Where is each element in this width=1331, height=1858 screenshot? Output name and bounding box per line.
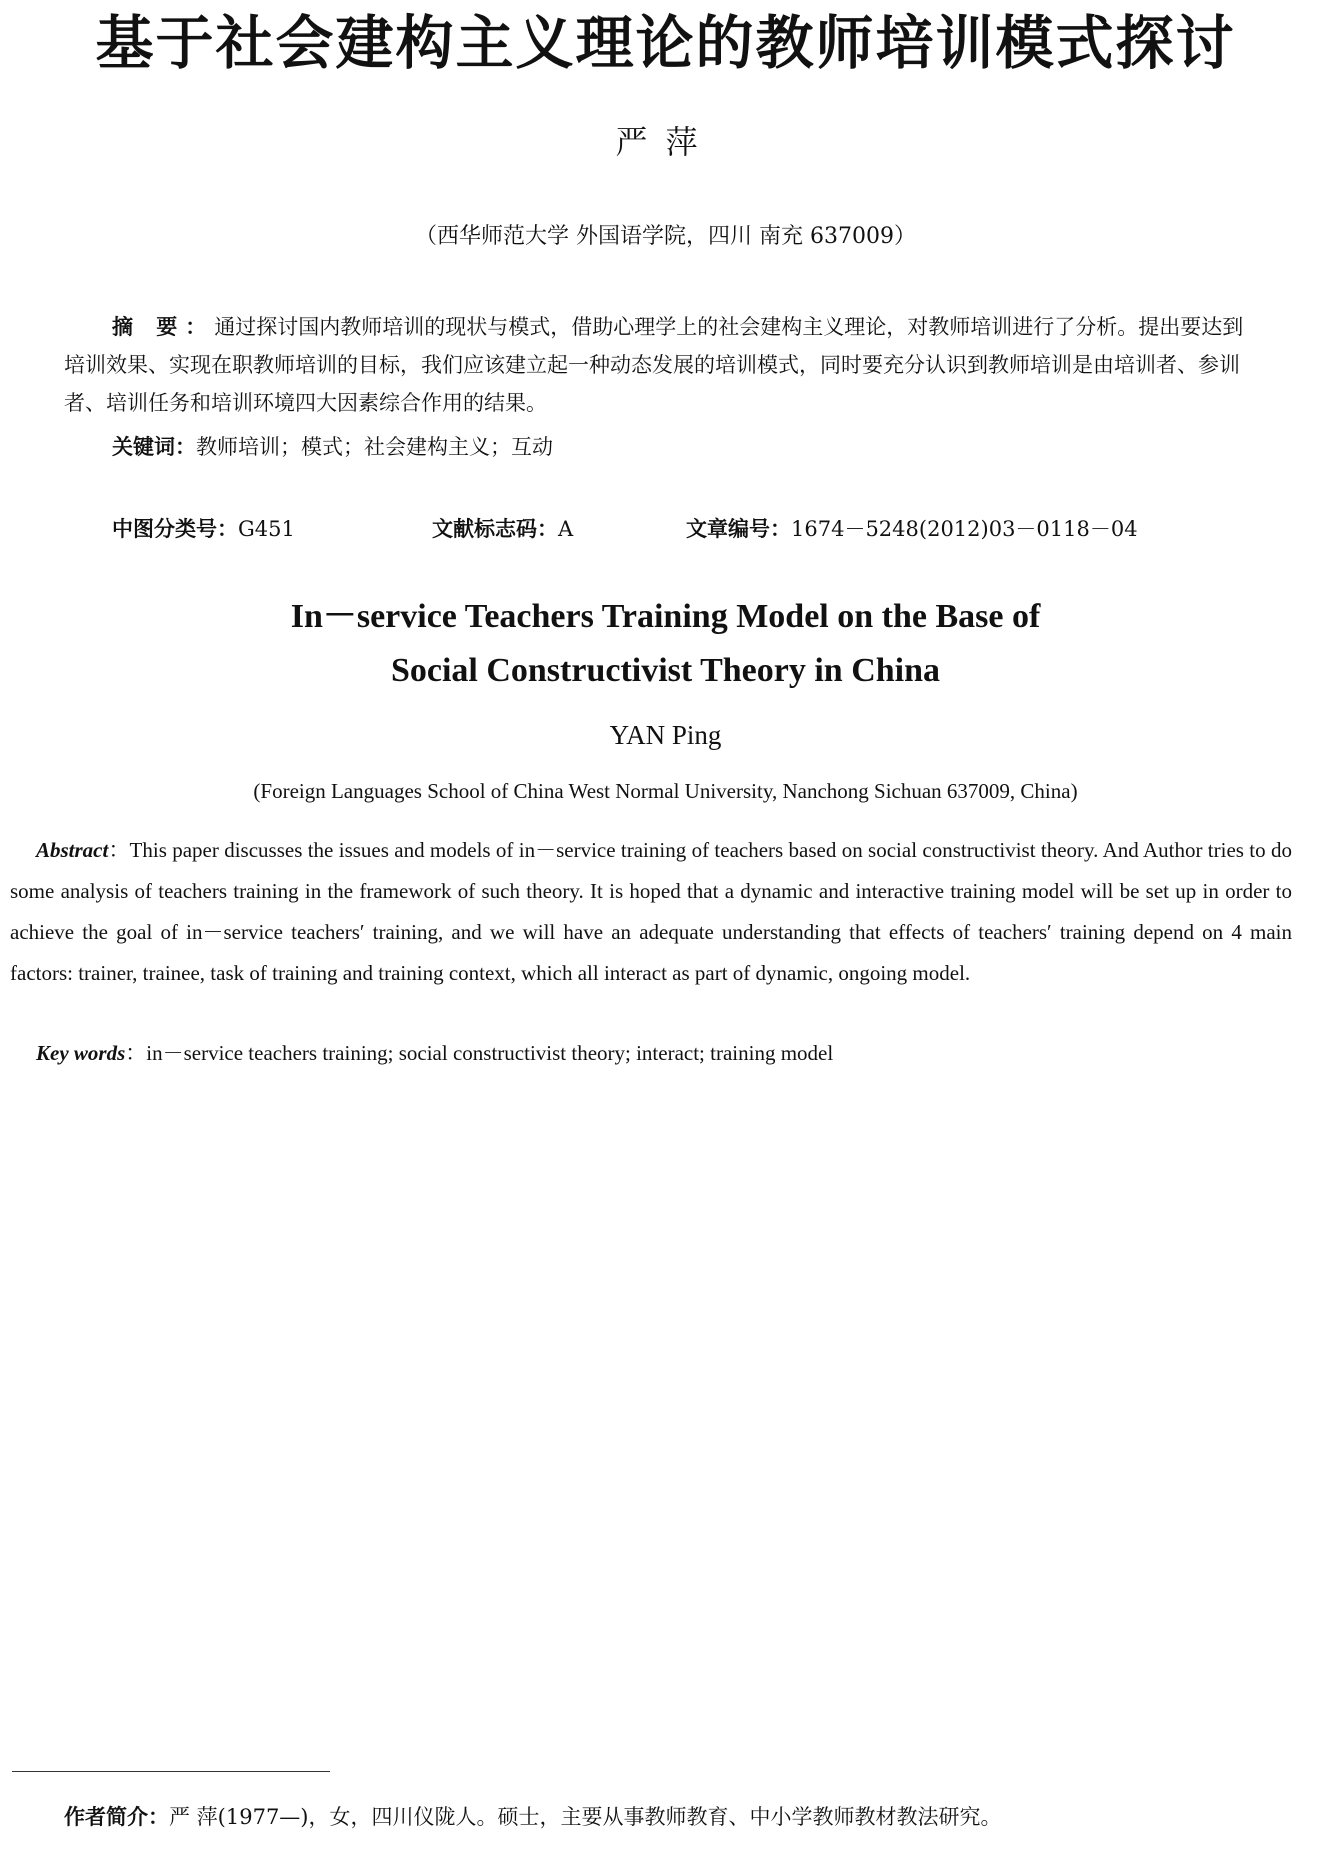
clc-number xyxy=(112,512,295,546)
document-code-value: A xyxy=(558,517,574,541)
english-abstract-separator: ： xyxy=(108,838,130,862)
english-keywords-label: Key words xyxy=(36,1041,126,1065)
chinese-author: 严萍 xyxy=(615,123,716,161)
chinese-keywords xyxy=(112,430,553,464)
english-title xyxy=(0,590,1331,698)
chinese-keywords-text: 教师培训；模式；社会建构主义；互动 xyxy=(196,435,553,459)
document-code xyxy=(432,512,573,546)
author-footnote-text: 严 萍(1977—)，女，四川仪陇人。硕士，主要从事教师教育、中小学教师教材教法研究。 xyxy=(169,1805,1002,1829)
chinese-abstract-label: 摘 要： xyxy=(112,315,215,339)
article-number-label: 文章编号： xyxy=(686,517,791,541)
article-number xyxy=(686,512,1138,546)
chinese-affiliation: （西华师范大学 外国语学院，四川 南充 637009） xyxy=(415,224,916,249)
english-keywords xyxy=(36,1036,1296,1070)
english-abstract xyxy=(10,830,1292,994)
english-title-line-2: Social Constructivist Theory in China xyxy=(390,652,941,689)
author-footnote-label: 作者简介： xyxy=(64,1805,169,1829)
chinese-keywords-label: 关键词： xyxy=(112,435,196,459)
chinese-abstract xyxy=(64,308,1248,422)
clc-label: 中图分类号： xyxy=(112,517,238,541)
english-author: YAN Ping xyxy=(609,720,722,750)
english-abstract-label: Abstract xyxy=(36,838,109,862)
document-code-label: 文献标志码： xyxy=(432,517,558,541)
english-keywords-text: in－service teachers training; social constructivist theory; interact; training model xyxy=(146,1041,834,1065)
english-keywords-separator: ： xyxy=(125,1041,147,1065)
author-footnote xyxy=(64,1800,1284,1834)
english-abstract-text: This paper discusses the issues and models of in－service training of teachers based on social constructivist theory. And Author tries to do some analysis of teachers training in the framework of such theory. It is hoped that a dynamic and interactive training model will be set up in order to achieve the goal of in－service teachers′ training, and we will have an adequate understanding that effects of teachers′ training depend on 4 main factors: trainer, trainee, task of training and training context, which all interact as part of dynamic, ongoing model. xyxy=(10,838,1292,985)
chinese-abstract-text: 通过探讨国内教师培训的现状与模式，借助心理学上的社会建构主义理论，对教师培训进行了分析。提出要达到培训效果、实现在职教师培训的目标，我们应该建立起一种动态发展的培训模式，同时要充分认识到教师培训是由培训者、参训者、培训任务和培训环境四大因素综合作用的结果。 xyxy=(64,315,1244,415)
article-number-value: 1674－5248(2012)03－0118－04 xyxy=(791,517,1138,541)
english-title-line-1: In－service Teachers Training Model on the Base of xyxy=(290,598,1041,635)
footnote-divider xyxy=(12,1771,330,1772)
chinese-title: 基于社会建构主义理论的教师培训模式探讨 xyxy=(95,9,1236,77)
clc-value: G451 xyxy=(238,517,295,541)
english-affiliation: (Foreign Languages School of China West Normal University, Nanchong Sichuan 637009, China) xyxy=(253,779,1078,803)
